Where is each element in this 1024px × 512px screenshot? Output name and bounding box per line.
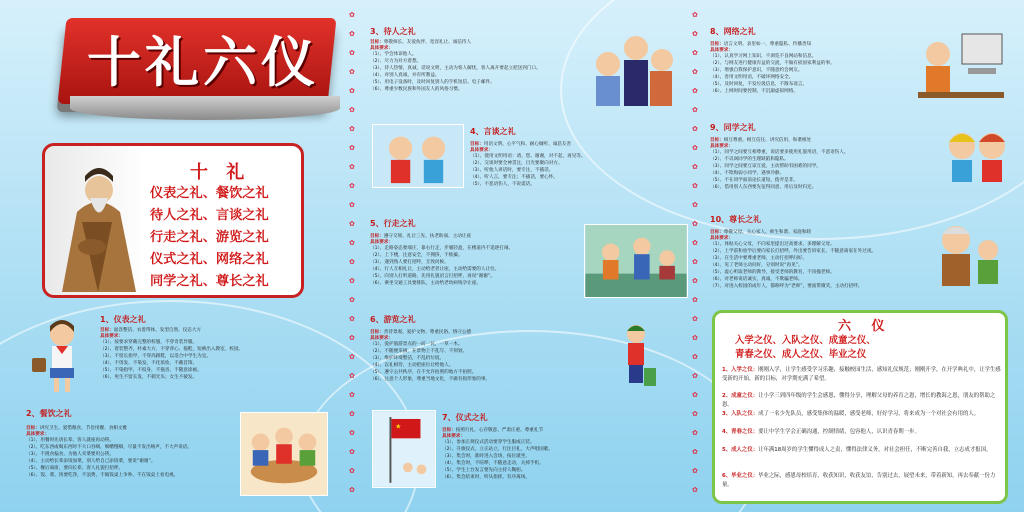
flower-icon: ✿ xyxy=(692,87,698,95)
flower-icon: ✿ xyxy=(692,410,698,418)
flower-icon: ✿ xyxy=(692,391,698,399)
section-item: （6）、集会结束时，听从指挥，有序离场。 xyxy=(442,475,530,480)
section-title: 4、言谈之礼 xyxy=(470,127,516,136)
section-item: （1）、用餐时先请长辈、客人就座再动筷。 xyxy=(26,438,114,443)
section-item: （5）、用电子设备时，及时回复别人的手机短信、电子邮件。 xyxy=(370,80,495,85)
section-ceremony xyxy=(442,412,553,481)
section-goal: 目标：面容整洁、衣着得体、发型自然、仪态大方 xyxy=(100,328,202,333)
section-item: （1）、参加正规仪式活动要穿学生服或正装。 xyxy=(442,440,535,445)
flower-icon: ✿ xyxy=(349,277,355,285)
section-item: （3）、同学之间要互谅互爱，主动帮助有困难的同学。 xyxy=(710,164,821,169)
six-ceremony-item: 2、成童之仪：让小学三到四年级的学生会感恩，懂得分享，理解父母的养育之恩，增长的教诲之恩，朋友的帮助之恩。 xyxy=(722,393,996,408)
section-walking xyxy=(370,218,513,287)
ten-rites-line: 待人之礼、言谈之礼 xyxy=(150,208,269,223)
flower-icon: ✿ xyxy=(349,372,355,380)
section-requirements-label: 具体要求： xyxy=(370,46,393,51)
computer-user-icon xyxy=(908,24,1008,104)
section-requirements-label: 具体要求： xyxy=(26,432,49,437)
section-item: （4）、不烫发、不染发，不化浓妆，不戴首饰。 xyxy=(100,361,198,366)
flower-icon: ✿ xyxy=(349,296,355,304)
section-item: （3）、不留长指甲，不穿高跟鞋，以适合中学生为宜。 xyxy=(100,354,211,359)
section-item: （5）、不染指甲、不纹身，不拖沓、不随意涂画。 xyxy=(100,368,202,373)
six-ceremony-item: 4、青春之仪：要让中学生学会正确沟通，控制情绪，包容他人，认识青春期一步。 xyxy=(722,429,920,435)
section-item: （4）、集会时，不喧哗，不随意走动，关掉手机。 xyxy=(442,461,544,466)
section-item: （3）、听他人讲话时，要专注，不插话。 xyxy=(470,168,554,173)
section-item: （2）、升旗仪式，立正站立，行注目礼，大声唱国歌。 xyxy=(442,447,553,452)
flower-icon: ✿ xyxy=(692,448,698,456)
girl-student-icon xyxy=(28,318,92,396)
section-requirements-label: 具体要求： xyxy=(442,434,465,439)
section-item: （6）、注意个人形象，尊重当地文化，不做有损形象的事。 xyxy=(370,377,491,382)
flower-icon: ✿ xyxy=(349,182,355,190)
section-requirements-label: 具体要求： xyxy=(370,240,393,245)
section-item: （5）、餐后离席，要向长辈、客人礼貌打招呼。 xyxy=(26,466,124,471)
section-item: （3）、增强自我保护意识，不随意约会网友。 xyxy=(710,68,803,73)
flower-icon: ✿ xyxy=(692,106,698,114)
section-requirements-label: 具体要求： xyxy=(710,144,733,149)
flower-icon: ✿ xyxy=(349,144,355,152)
section-goal: 目标：讲究卫生、爱惜粮食、节俭用餐、食相文雅 xyxy=(26,426,128,431)
flower-icon: ✿ xyxy=(692,277,698,285)
section-item: （5）、不在同学面前论长道短，拨弄是非。 xyxy=(710,178,798,183)
section-item: （2）、尽力为对方着想。 xyxy=(370,59,422,64)
section-item: （3）、遇到熟人要打招呼，互致问候。 xyxy=(370,260,449,265)
flower-icon: ✿ xyxy=(692,30,698,38)
ten-rites-title: 十 礼 xyxy=(190,162,251,183)
section-item: （3）、集会时，准时进入会场，按位就坐。 xyxy=(442,454,530,459)
flower-icon: ✿ xyxy=(349,87,355,95)
section-item: （2）、交谈时要全神贯注，目光要聚向对方。 xyxy=(470,161,563,166)
section-item: （1）、同学之间要互相尊重，说话要多使用礼貌用语，不恶语伤人。 xyxy=(710,150,849,155)
flower-icon: ✿ xyxy=(349,68,355,76)
flower-icon: ✿ xyxy=(349,258,355,266)
section-item: （5）、虚心听取老师的教导，接受老师的教育，不顶撞老师。 xyxy=(710,270,835,275)
section-touring xyxy=(370,314,490,383)
section-requirements-label: 具体要求： xyxy=(470,148,493,153)
flower-icon: ✿ xyxy=(349,220,355,228)
section-item: （6）、男生不留长发，不剃光头；女生不披发。 xyxy=(100,375,198,380)
section-item: （6）、尊重少数民族和外国友人的风俗习惯。 xyxy=(370,87,463,92)
svg-text:★: ★ xyxy=(395,422,402,431)
section-title: 3、待人之礼 xyxy=(370,27,416,36)
section-item: （3）、维护环境整洁，不乱扔垃圾。 xyxy=(370,356,445,361)
section-item: （5）、不恶语伤人，不说谎话。 xyxy=(470,182,535,187)
flower-icon: ✿ xyxy=(692,429,698,437)
flower-icon: ✿ xyxy=(692,315,698,323)
section-goal: 目标：尊敬师长、友爱伙伴、宽容礼让、诚信待人 xyxy=(370,40,472,45)
section-title: 8、网络之礼 xyxy=(710,27,756,36)
section-item: （1）、认真学习网上知识，不浏览不良网站和信息。 xyxy=(710,54,817,59)
section-appearance xyxy=(100,314,243,381)
section-item: （6）、乘坐交通工具要排队，主动给老幼病残孕让座。 xyxy=(370,281,481,286)
flower-icon: ✿ xyxy=(692,372,698,380)
section-item: （3）、待人热情，真诚，话说文明，主动为客人解忧，客人离开要起立把送到门口。 xyxy=(370,66,541,71)
section-title: 9、同学之礼 xyxy=(710,123,756,132)
flower-icon: ✿ xyxy=(692,296,698,304)
flower-icon: ✿ xyxy=(349,239,355,247)
flower-icon: ✿ xyxy=(692,239,698,247)
section-item: （3）、在生活中要尊重老师，主动打招呼问好。 xyxy=(710,256,808,261)
people-greeting-icon xyxy=(580,20,680,112)
section-item: （2）、上学前和放学后要向家长打招呼，外出要告诉家长，不随意离家在外过夜。 xyxy=(710,249,877,254)
elder-child-icon xyxy=(926,214,1010,294)
section-item: （4）、见了老师主动问好，分别时说“再见”。 xyxy=(710,263,803,268)
flower-icon: ✿ xyxy=(349,353,355,361)
bus-seat-icon xyxy=(584,224,688,298)
flower-icon: ✿ xyxy=(349,315,355,323)
section-goal: 目标：用语文明、心平气和、耐心倾听、诚恳友善 xyxy=(470,142,572,147)
flower-icon: ✿ xyxy=(349,125,355,133)
section-goal: 目标：尊敬父母、关心家人、师生和谐、家庭和睦 xyxy=(710,230,812,235)
flower-icon: ✿ xyxy=(349,486,355,494)
section-goal: 目标：语言文明、表里如一、尊重隐私、传播善知 xyxy=(710,42,812,47)
section-item: （7）、对进入校园的成年人，都称呼为“老师”，要面带微笑，主动打招呼。 xyxy=(710,284,863,289)
flag-ceremony-icon xyxy=(372,410,436,488)
section-title: 7、仪式之礼 xyxy=(442,413,488,422)
section-dining xyxy=(26,408,192,479)
section-item: （4）、以礼相待，主动把座位让给他人。 xyxy=(370,363,454,368)
section-requirements-label: 具体要求： xyxy=(710,48,733,53)
confucius-figure-icon xyxy=(52,152,144,294)
section-item: （4）、不欺侮弱小同学，遇事冷静。 xyxy=(710,171,785,176)
flower-icon: ✿ xyxy=(349,448,355,456)
section-item: （5）、向别人打听道路，先用礼貌语言打招呼，再说“谢谢”。 xyxy=(370,274,495,279)
section-item: （2）、上下楼，注意安全，不拥挤，不推搡。 xyxy=(370,253,463,258)
flower-icon: ✿ xyxy=(692,486,698,494)
ten-rites-line: 仪式之礼、网络之礼 xyxy=(150,252,269,267)
flower-icon: ✿ xyxy=(692,125,698,133)
six-ceremony-item: 6、毕业之仪：毕业之际，感恩母校培育，收获知识，收获友谊，告别过去，展望未来，带着新知，再去奉献一份力量。 xyxy=(722,473,996,488)
flower-icon: ✿ xyxy=(692,144,698,152)
six-ceremony-item: 3、入队之仪：成了一名少先队员，感受集体的温暖，感受老师，好好学习，将来成为一个对社会有用的人。 xyxy=(722,411,980,417)
flower-icon: ✿ xyxy=(692,68,698,76)
flower-icon: ✿ xyxy=(349,11,355,19)
section-item: （4）、主动给长辈添饭加菜，别人给自己添饭菜，要说“谢谢”。 xyxy=(26,459,156,464)
flower-icon: ✿ xyxy=(692,182,698,190)
section-goal: 目标：遵守交规、礼让三先、扶老助弱、主动让座 xyxy=(370,234,472,239)
section-item: （4）、善用文明用语，不破坏网络安全。 xyxy=(710,75,794,80)
section-goal: 目标：相互尊重、相互信任、讲究信用、和谐相处 xyxy=(710,138,812,143)
six-ceremonies-title: 六 仪 xyxy=(838,319,893,334)
section-item: （2）、不讥讽同学的生理缺陷和隐私。 xyxy=(710,157,789,162)
flower-icon: ✿ xyxy=(349,201,355,209)
section-title: 1、仪表之礼 xyxy=(100,315,146,324)
section-item: （6）、对老师说话诚实，真诚，不欺骗老师。 xyxy=(710,277,803,282)
flower-icon: ✿ xyxy=(692,467,698,475)
flower-icon: ✿ xyxy=(692,353,698,361)
family-dinner-icon xyxy=(240,412,328,496)
flower-icon: ✿ xyxy=(349,49,355,57)
section-item: （1）、走路姿态要端庄，靠右行走，步履轻盈，在楼道内不追逐打闹。 xyxy=(370,246,514,251)
section-item: （1）、爱护旅游景点的一砖一瓦，一草一木。 xyxy=(370,342,463,347)
section-goal: 目标：按照行礼、心存敬意、严肃庄重、尊重礼节 xyxy=(442,428,544,433)
flower-icon: ✿ xyxy=(349,410,355,418)
section-item: （6）、上网时间要控制，不沉溺虚拟网络。 xyxy=(710,89,798,94)
section-classmates xyxy=(710,122,848,191)
children-talking-icon xyxy=(372,124,464,188)
section-item: （6）、饭、菜、汤要吃净，不浪费，不做饭桌上争吵、不在饭桌上看电视。 xyxy=(26,473,179,478)
section-item: （2）、吃东西或喝东西时不大口吞咽，细嚼慢咽，尽量不发出响声，不大声说话。 xyxy=(26,445,193,450)
section-treating-others xyxy=(370,26,541,93)
section-elders xyxy=(710,214,876,290)
section-requirements-label: 具体要求： xyxy=(710,236,733,241)
flower-icon: ✿ xyxy=(349,429,355,437)
main-title: 十礼六仪 xyxy=(87,30,319,94)
section-item: （2）、不随便采摘，在景物上不乱写、不刻划。 xyxy=(370,349,468,354)
section-internet xyxy=(710,26,835,95)
flower-icon: ✿ xyxy=(692,334,698,342)
section-speech xyxy=(470,126,585,188)
flower-icon: ✿ xyxy=(692,201,698,209)
section-item: （5）、及时回复，不发垃圾信息，不散布谣言。 xyxy=(710,82,808,87)
flower-icon: ✿ xyxy=(692,258,698,266)
six-ceremonies-line: 入学之仪、入队之仪、成童之仪、 xyxy=(735,335,876,346)
flower-icon: ✿ xyxy=(349,467,355,475)
section-item: （4）、行人互相礼让，主动给老者让座，主动给需要的人让位。 xyxy=(370,267,500,272)
flower-icon: ✿ xyxy=(349,30,355,38)
section-goal: 目标：善待景观、爱护文物、尊重民俗、恪守公德 xyxy=(370,330,472,335)
section-title: 6、游览之礼 xyxy=(370,315,416,324)
section-item: （1）、按要求穿戴完整的校服，不穿奇装异服。 xyxy=(100,340,198,345)
ten-rites-line: 仪表之礼、餐饮之礼 xyxy=(150,186,269,201)
section-item: （2）、着装整齐，朴素大方，不穿背心、拖鞋，短裤出入教室、校园。 xyxy=(100,347,244,352)
section-requirements-label: 具体要求： xyxy=(100,334,123,339)
section-item: （2）、与网友进行健康有益的交流，不做有损国家利益的事。 xyxy=(710,61,835,66)
six-ceremonies-line: 青春之仪、成人之仪、毕业之仪 xyxy=(735,349,867,360)
section-item: （6）、借用别人东西要先征得同意，用后及时归还。 xyxy=(710,185,817,190)
six-ceremony-item: 5、成人之仪：让年满18周岁的学生懂得成人之责，懂得法律义务，对社会担任，不断完善自我，立志成才报国。 xyxy=(722,447,992,453)
flower-icon: ✿ xyxy=(692,49,698,57)
flower-icon: ✿ xyxy=(349,106,355,114)
section-item: （3）、不挑食偏食，为他人夹菜要用公筷。 xyxy=(26,452,114,457)
ten-rites-line: 行走之礼、游览之礼 xyxy=(150,230,269,245)
section-item: （5）、遵守公共秩序，在不允许拍照的地方不拍照。 xyxy=(370,370,477,375)
section-item: （1）、体贴关心父母，不向家里提出过高要求，多理解父母。 xyxy=(710,242,835,247)
section-item: （5）、学生上台发言要先向主持人鞠躬。 xyxy=(442,468,526,473)
section-requirements-label: 具体要求： xyxy=(370,336,393,341)
ten-rites-line: 同学之礼、尊长之礼 xyxy=(150,274,269,289)
flower-icon: ✿ xyxy=(692,220,698,228)
flower-icon: ✿ xyxy=(349,163,355,171)
section-item: （1）、学会体谅他人。 xyxy=(370,52,417,57)
flower-icon: ✿ xyxy=(349,391,355,399)
section-title: 10、尊长之礼 xyxy=(710,215,762,224)
flower-icon: ✿ xyxy=(692,163,698,171)
six-ceremony-item: 1、入学之仪：刚刚入学，让学生感受学习乐趣，接触校园生活，感知礼仪规范；刚刚开学，在开学典礼中，让学生感受新的开始，新的目标，对学期充满了希望。 xyxy=(722,367,1001,382)
two-kids-icon xyxy=(940,124,1014,188)
section-item: （4）、对别人真诚，并有所教益。 xyxy=(370,73,440,78)
section-item: （4）、听人言，要专注；不插话，要心怀。 xyxy=(470,175,558,180)
section-title: 5、行走之礼 xyxy=(370,219,416,228)
section-title: 2、餐饮之礼 xyxy=(26,409,72,418)
flower-icon: ✿ xyxy=(349,334,355,342)
section-item: （1）、使用文明用语：请、您、谢谢，对不起，再见等。 xyxy=(470,154,586,159)
flower-icon: ✿ xyxy=(692,11,698,19)
boy-trash-icon xyxy=(618,322,658,392)
